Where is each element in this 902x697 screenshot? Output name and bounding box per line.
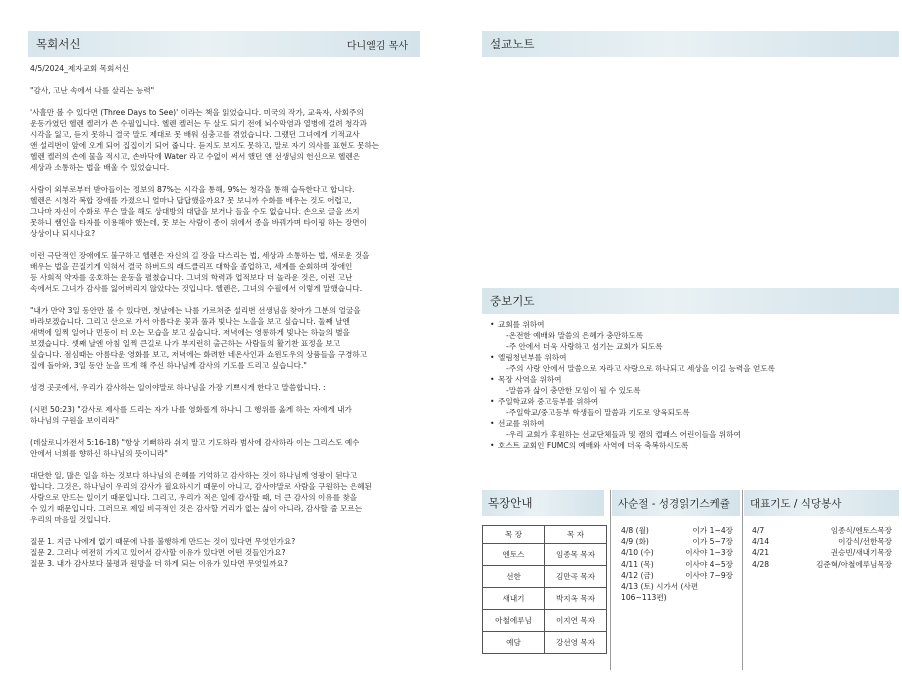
schedule-date: 4/9 (화) [621,537,649,547]
schedule-detail: 임종식/엔토스목장 [830,526,892,535]
letter-line: 등 사회적 약자를 옹호하는 운동을 펼쳤습니다. 그녀의 학력과 업적보다 더 놀라운 것은, 이런 고난 [30,273,353,282]
schedule-date: 4/13 (토) 시가서 (사편 106~113편) [621,582,699,603]
letter-line: 질문 2. 그러나 여전히 가지고 있어서 감사할 이유가 있다면 어떤 것들인가요? [30,548,286,557]
mokjang-name-cell: 선한 [483,566,545,588]
prayer-item: -말씀과 삶이 충만한 모임이 될 수 있도록 [506,386,641,395]
prayer-item: -우리 교회가 후원하는 선교단체들과 및 캠의 캡패스 어린이들을 위하여 [506,430,741,439]
reading-list [621,525,733,603]
table-header-cell: 목 자 [545,526,607,544]
letter-line: 우리의 마음일 것입니다. [30,515,111,524]
mokjang-name-cell: 새내기 [483,588,545,610]
pastors-table [482,525,607,654]
letter-line: 헬렌 켈러의 손에 물을 적시고, 손바닥에 Water 라고 수없이 써서 했던 앤 선생님의 헌신으로 헬렌은 [30,152,361,161]
schedule-row [621,536,733,547]
letter-line: 보겠습니다. 셋째 날엔 아침 일찍 큰길로 나가 부지런히 출근하는 사람들의 활기찬 표정을 보고 [30,339,341,348]
letter-line: 그나마 자신이 수화로 무슨 말을 해도 상대방의 대답을 보거나 들을 수도 없습니다. 손으로 글을 쓰지 [30,207,360,216]
prayer-item: -주일학교/중고등부 학생들이 말씀과 기도로 양육되도록 [506,408,690,417]
letter-line: 상상이나 되시나요? [30,229,96,238]
schedule-detail: 김준혁/아철에루님목장 [816,559,892,569]
letter-date: 4/5/2024_제자교회 목회서신 [30,64,129,73]
sermon-notes-title: 설교노트 [490,37,535,51]
letter-line: 배우는 법을 끈질기게 익혀서 결국 하버드의 래드클리프 대학을 졸업하고, 세계를 순회하며 장애인 [30,262,353,271]
table-row [483,544,607,566]
table-header-row [483,526,607,544]
letter-line: 시각을 잃고, 듣지 못하니 결국 말도 제대로 못 배워 심충고를 겪었습니다. 그랬던 그녀에게 기적교사 [30,130,360,139]
sermon-notes-area[interactable] [482,60,899,280]
letter-paragraphs [30,107,425,569]
letter-line: 집에 돌아와, 3일 동안 눈을 뜨게 해 주신 하나님께 감사의 기도를 드리고 싶습니다." [30,361,307,370]
table-row [483,610,607,632]
prayer-title: 중보기도 [490,294,535,308]
letter-line: 앤 설리번이 앞에 오게 되어 집집이기 되어 줍니다. 듣지도 보지도 못하고, 말로 자기 의사를 표현도 못하는 [30,141,380,150]
mokjang-name-cell: 아철에루님 [483,610,545,632]
letter-line: 질문 1. 지금 나에게 없기 때문에 나를 불행하게 만드는 것이 있다면 무엇인가요? [30,537,296,546]
mokja-name-cell: 이지연 목자 [545,610,607,632]
schedule-date: 4/28 [752,559,770,569]
schedule-detail: 이사야 7~9장 [685,570,733,580]
schedule-row [621,581,733,603]
pastors-header [482,490,604,516]
mokjang-name-cell: 엔토스 [483,544,545,566]
prayer-topic: • 교회를 위하여 [490,319,775,330]
schedule-detail: 이사야 1~3장 [685,548,733,558]
letter-line: "내가 만약 3일 동안만 볼 수 있다면, 첫날에는 나를 가르쳐준 설리번 선생님을 찾아가 그분의 얼굴을 [30,306,361,315]
letter-line: 사람이 외부로부터 받아들이는 정보의 87%는 시각을 통해, 9%는 청각을 통해 습득한다고 합니다. [30,185,355,194]
prayer-item: -주 안에서 더욱 사랑하고 섬기는 교회가 되도록 [506,342,663,351]
schedule-detail: 이가 1~4장 [692,526,733,535]
letter-line: 못하니 쌤인을 타자를 이용해야 했는데, 못 보는 사람이 종이 위에서 종을 바꿔가며 타이핑 하는 장면이 [30,218,367,227]
table-row [483,632,607,654]
schedule-row [621,547,733,558]
duty-header [744,490,899,516]
schedule-row [621,570,733,581]
schedule-row [621,525,733,536]
prayer-topic: • 호스트 교회인 FUMC의 예배와 사역에 더욱 축복하시도록 [490,440,775,451]
schedule-row [752,525,892,536]
schedule-date: 4/21 [752,548,770,558]
letter-line: 바라보겠습니다. 그리고 산으로 가서 아름다운 꽃과 풀과 빛나는 노을을 보고 싶습니다. 둘째 날엔 [30,317,350,326]
prayer-list [490,319,775,451]
prayer-topic: • 목장 사역을 위하여 [490,374,775,385]
letter-body [30,63,425,569]
schedule-row [752,547,892,558]
prayer-topic: • 선교를 위하여 [490,418,775,429]
prayer-topic: • 주일학교와 중고등부를 위하여 [490,396,775,407]
letter-line: 합니다. 그것은, 하나님이 우리의 감사가 필요하시기 때문이 아니고, 감사야말로 사람을 구원하는 은혜된 [30,482,372,491]
pastors-title: 목장안내 [488,496,533,510]
column-divider [610,490,611,670]
duty-list [752,525,892,570]
letter-line: 운동가였던 헬렌 켈러가 쓴 수필입니다. 헬렌 켈러는 두 살도 되기 전에 뇌수막염과 열병에 걸려 청각과 [30,119,367,128]
schedule-row [752,559,892,570]
letter-line: 질문 3. 내가 감사보다 불평과 원망을 더 하게 되는 이유가 있다면 무엇일까요? [30,559,288,568]
mokja-name-cell: 강선영 목자 [545,632,607,654]
schedule-detail: 이강식/선한목장 [838,537,892,547]
letter-line: 속에서도 그녀가 감사를 잃어버리지 않았다는 것입니다. 헬렌은, 그녀의 수필에서 이렇게 말했습니다. [30,284,363,293]
prayer-topic: • 엘림청년부를 위하여 [490,352,775,363]
letter-header-author: 다니엘김 목사 [346,40,408,52]
letter-line: 안에서 너희를 향하신 하나님의 뜻이니라" [30,449,168,458]
letter-line: 새벽에 일찍 일어나 먼동이 터 오는 모습을 보고 싶습니다. 저녁에는 영롱하게 빛나는 하늘의 별을 [30,328,350,337]
mokja-name-cell: 임종목 목자 [545,544,607,566]
letter-line: 대단한 일, 많은 일을 하는 것보다 하나님의 은혜를 기억하고 감사하는 것이 하나님께 영광이 된다고 [30,471,358,480]
letter-line: (데살로니가전서 5:16-18) "항상 기뻐하라 쉬지 말고 기도하라 범사에 감사하라 이는 그리스도 예수 [30,438,360,447]
schedule-detail: 권승빈/새내기목장 [830,548,892,558]
letter-line: (시편 50:23) "감사로 제사를 드리는 자가 나를 영화롭게 하나니 그 행위를 옳게 하는 자에게 내가 [30,405,352,414]
schedule-date: 4/14 [752,537,770,547]
sermon-notes-header [482,31,899,57]
schedule-date: 4/10 (수) [621,548,654,558]
schedule-date: 4/11 (목) [621,559,654,569]
mokja-name-cell: 박지옥 목자 [545,588,607,610]
letter-line: 헬렌은 시청각 복합 장애를 가졌으니 얼마나 답답했을까요? 못 보니까 수화를 배우는 것도 어렵고, [30,196,352,205]
schedule-detail: 이사야 4~5장 [685,559,733,569]
letter-line: 싶습니다. 점심때는 아름다운 영화를 보고, 저녁에는 화려한 네온사인과 쇼윈도우의 상품들을 구경하고 [30,350,368,359]
prayer-header [482,288,899,314]
schedule-row [621,559,733,570]
mokja-name-cell: 김만곡 목자 [545,566,607,588]
letter-title: "감사, 고난 속에서 나를 살리는 능력" [30,86,155,95]
mokjang-name-cell: 예담 [483,632,545,654]
reading-header [612,490,740,516]
duty-title: 대표기도 / 식당봉사 [750,497,842,510]
schedule-date: 4/7 [752,526,765,535]
schedule-row [752,536,892,547]
table-row [483,588,607,610]
letter-line: 수 있기 때문입니다. 그러므로 제일 비극적인 것은 감사할 거리가 없는 삶이 아니라, 감사할 줄 모르는 [30,504,363,513]
reading-title: 사순절 - 성경읽기스케쥴 [618,497,730,510]
letter-line: '사흘만 볼 수 있다면 (Three Days to See)' 이라는 책을 읽었습니다. 미국의 작가, 교육자, 사회주의 [30,108,364,117]
letter-line: 사람으로 만드는 일이기 때문입니다. 그리고, 우리가 적은 일에 감사할 때, 더 큰 감사의 이유를 찾을 [30,493,358,502]
table-header-cell: 목 장 [483,526,545,544]
letter-header [28,31,420,57]
column-divider [742,490,743,670]
schedule-detail: 이가 5~7장 [692,537,733,547]
letter-line: 성경 곳곳에서, 우리가 감사하는 일이야말로 하나님을 가장 기쁘시게 한다고 말씀합니다. : [30,383,326,392]
prayer-item: -온전한 예배와 말씀의 은혜가 충만하도록 [506,331,644,340]
letter-line: 이런 극단적인 장애에도 불구하고 헬렌은 자신의 길 장을 다스리는 법, 세상과 소통하는 법, 새로운 것을 [30,251,370,260]
table-row [483,566,607,588]
letter-line: 하나님의 구원을 보이리라" [30,416,120,425]
schedule-date: 4/12 (금) [621,570,654,580]
letter-line: 세상과 소통하는 법을 배울 수 있었습니다. [30,163,170,172]
prayer-item: -주의 사랑 안에서 말씀으로 자라고 사랑으로 하나되고 세상을 이길 능력을 얻도록 [506,364,775,373]
letter-header-title: 목회서신 [36,37,81,51]
schedule-date: 4/8 (월) [621,526,649,535]
